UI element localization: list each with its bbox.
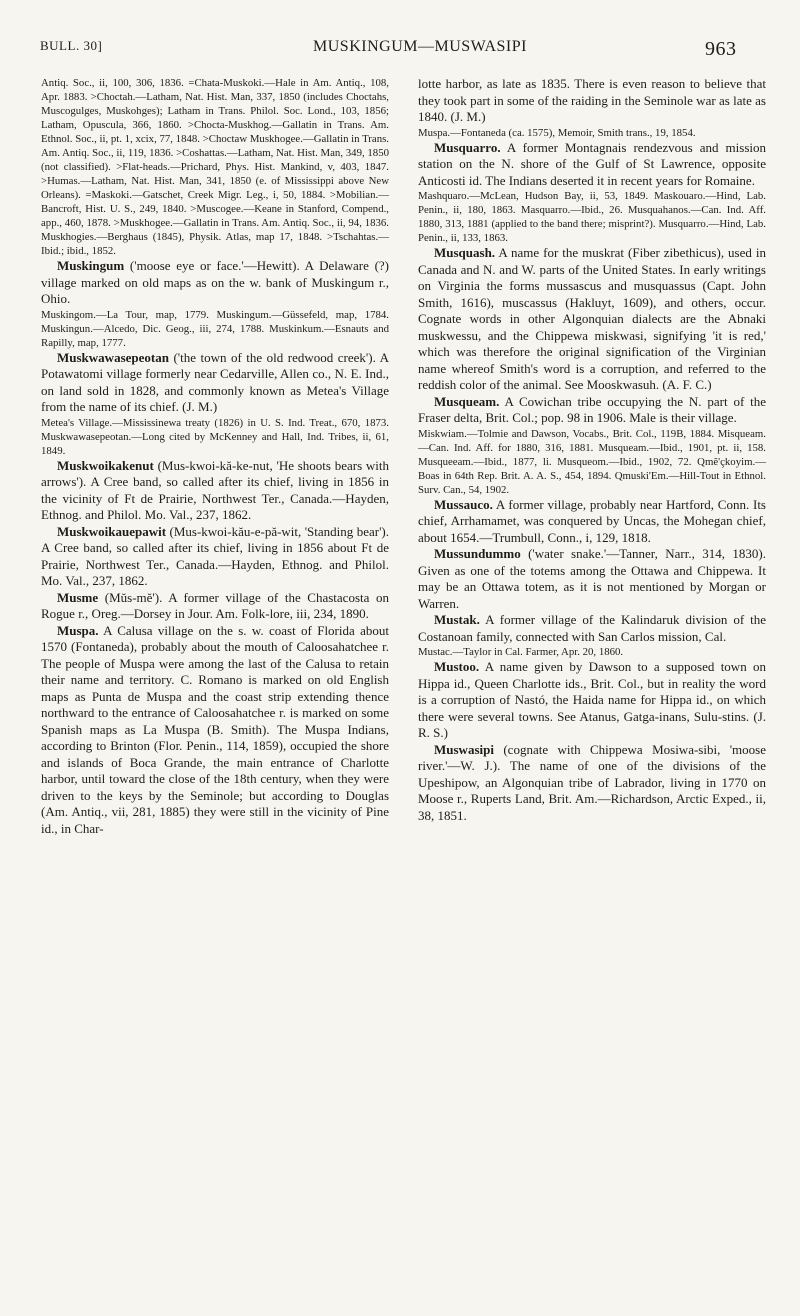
entry-definition: A former village of the Kalindaruk division of the Costanoan family, connected with San Carlos mission, Cal. xyxy=(418,612,766,644)
entry-headword: Musquarro. xyxy=(434,139,501,155)
dictionary-entry xyxy=(41,458,389,524)
dictionary-entry xyxy=(41,350,389,416)
entry-definition: A Cowichan tribe occupying the N. part of the Fraser delta, Brit. Col.; pop. 98 in 1906. Male is their village. xyxy=(418,393,766,425)
synonymy-citations: Muspa.—Fontaneda (ca. 1575), Memoir, Smith trans., 19, 1854. xyxy=(418,126,696,139)
entry-headword: Mustak. xyxy=(434,612,480,627)
entry-definition: ('the town of the old redwood creek'). A Potawatomi village formerly near Cedarville, Allen co., N. E. Ind., on land sold in 1828, and commonly known as Metea's Village from the name of its chief. (J. M.) xyxy=(41,349,389,414)
entry-definition: (Mus-kwoi-kă-ke-nut, 'He shoots bears with arrows'). A Cree band, so called after its chief, living in 1856 in the vicinity of Ft de Prairie, Northwest Ter., Canada.—Hayden, Ethnog. and Philol. Mo. Val., 237, 1862. xyxy=(41,457,389,522)
entry-headword: Muskwoikakenut xyxy=(57,457,154,473)
entry-definition: ('water snake.'—Tanner, Narr., 314, 1830). Given as one of the totems among the Ottawa and Chippewa. It may be an Ottawa totem, as it is not mentioned by Morgan or Warren. xyxy=(418,546,766,611)
bulletin-number: BULL. 30] xyxy=(40,38,103,53)
dictionary-entry xyxy=(418,659,766,742)
entry-headword: Mussundummo xyxy=(434,546,521,561)
entry-headword: Musme xyxy=(57,589,99,605)
entry-headword: Mustoo. xyxy=(434,659,480,674)
dictionary-entry xyxy=(418,497,766,547)
entry-headword: Muswasipi xyxy=(434,741,494,757)
entry-headword: Mussauco. xyxy=(434,496,493,512)
synonymy-citations: Mustac.—Taylor in Cal. Farmer, Apr. 20, 1860. xyxy=(418,646,624,658)
entry-headword: Muskingum xyxy=(57,258,125,273)
right-column xyxy=(418,76,766,824)
entry-definition: (Mŭs-mĕ'). A former village of the Chastacosta on Rogue r., Oreg.—Dorsey in Jour. Am. Folk-lore, iii, 234, 1890. xyxy=(41,589,389,621)
dictionary-entry xyxy=(418,546,766,612)
dictionary-entry xyxy=(418,394,766,427)
dictionary-entry xyxy=(418,612,766,645)
entry-definition: A former village, probably near Hartford, Conn. Its chief, Arrhamamet, was conquered by Uncas, the Mohegan chief, about 1654.—Trumbull, Conn., i, 129, 1818. xyxy=(418,496,766,545)
left-column xyxy=(41,76,389,837)
entry-definition: A former Montagnais rendezvous and mission station on the N. shore of the Gulf of St Lawrence, opposite Anticosti id. The Indians deserted it in recent years for Romaine. xyxy=(418,139,766,188)
synonymy-citations: Muskingom.—La Tour, map, 1779. Muskingum.—Güssefeld, map, 1784. Muskingun.—Alcedo, Dic. Geog., iii, 274, 1788. Muskinkum.—Esnauts and Rapilly, map, 1777. xyxy=(41,308,389,349)
entry-definition: A name given by Dawson to a supposed town on Hippa id., Queen Charlotte ids., Brit. Col., but in reality the word is a corruption of Nastó, the Haida name for Hippa id., on which there were several towns. See Atanus, Gatga-inans, Sulu-stins. (J. R. S.) xyxy=(418,659,766,740)
dictionary-entry xyxy=(41,258,389,308)
dictionary-entry xyxy=(418,742,766,825)
synonymy-citations: Miskwiam.—Tolmie and Dawson, Vocabs., Brit. Col., 119B, 1884. Misqueam.—Can. Ind. Aff. for 1880, 316, 1881. Musqueam.—Ibid., 1901, pt. ii, 158. Musqueeam.—Ibid., 1877, li. Musqueom.—Ibid., 1902, 72. Qmĕ'çkoyim.—Boas in 64th Rep. Brit. A. A. S., 454, 1894. Qmuski'Em.—Hill-Tout in Ethnol. Surv. Can., 54, 1902. xyxy=(418,427,766,496)
entry-headword: Muskwawasepeotan xyxy=(57,349,169,365)
entry-definition: (cognate with Chippewa Mosiwa-sibi, 'moose river.'—W. J.). The name of one of the divisions of the Upeshipow, an Algonquian tribe of Labrador, living in 1770 on Moose r., Ruperts Land, Brit. Am.—Richardson, Arctic Exped., ii, 38, 1851. xyxy=(418,741,766,823)
entry-headword: Musqueam. xyxy=(434,393,500,409)
running-head: MUSKINGUM—MUSWASIPI xyxy=(313,38,527,55)
page-number: 963 xyxy=(705,38,737,60)
entry-headword: Muskwoikauepawit xyxy=(57,523,167,539)
synonymy-citations: Metea's Village.—Mississinewa treaty (1826) in U. S. Ind. Treat., 670, 1873. Muskwawasepeotan.—Long cited by McKenney and Hall, Ind. Tribes, ii, 61, 1849. xyxy=(41,416,389,457)
synonymy-citations: Antiq. Soc., ii, 100, 306, 1836. =Chata-Muskoki.—Hale in Am. Antiq., 108, Apr. 1883. >Choctah.—Latham, Nat. Hist. Man, 337, 1850 (includes Choctahs, Muscogulges, Muskohges); Latham in Trans. Philol. Soc. Lond., 103, 1856; Latham, Opuscula, 366, 1860. >Chocta-Muskhog.—Gallatin in Trans. Am. Ethnol. Soc., ii, pt. 1, xcix, 77, 1848. >Choctaw Muskhogee.—Gallatin in Trans. Am. Antiq. Soc., ii, 119, 1836. >Coshattas.—Latham, Nat. Hist. Man, 349, 1850 (not classified). >Flat-heads.—Prichard, Phys. Hist. Mankind, v, 403, 1847. >Humas.—Latham, Nat. Hist. Man, 341, 1850 (e. of Mississippi above New Orleans). =Maskoki.—Gatschet, Creek Migr. Leg., i, 50, 1884. >Mobilian.—Bancroft, Hist. U. S., 249, 1840. >Muscogee.—Keane in Stanford, Compend., app., 460, 1878. >Muskhogee.—Gallatin in Trans. Am. Antiq. Soc., ii, 94, 1836. Muskhogies.—Berghaus (1845), Physik. Atlas, map 17, 1848. >Tschahtas.—Ibid.; ibid., 1852. xyxy=(41,77,389,257)
entry-definition: (Mus-kwoi-kău-e-pă-wit, 'Standing bear'). A Cree band, so called after its chief, living in 1856 about Ft de Prairie, Northwest Ter., Canada.—Hayden, Ethnog. and Philol. Mo. Val., 237, 1862. xyxy=(41,523,389,588)
entry-headword: Muspa. xyxy=(57,622,99,638)
dictionary-entry xyxy=(41,623,389,838)
synonymy-citations: Mashquaro.—McLean, Hudson Bay, ii, 53, 1849. Maskouaro.—Hind, Lab. Penin., ii, 180, 1863. Masquarro.—Ibid., 26. Musquahanos.—Can. Ind. Aff. 1880, 313, 1881 (applied to the band there; misprint?). Musquarro.—Hind, Lab. Penin., ii, 133, 1863. xyxy=(418,190,766,244)
entry-headword: Musquash. xyxy=(434,245,496,260)
dictionary-entry xyxy=(41,524,389,590)
entry-definition: A name for the muskrat (Fiber zibethicus), used in Canada and N. and W. parts of the United States. In early writings on Virginia the forms mussascus and musquassus (Capt. John Smith, 1616), muscassus (Hakluyt, 1609), and others, occur. Cognate words in other Algonquian dialects are the Abnaki muskwessu, and the Chippewa miskwasi, signifying 'it is red,' which was therefore the original signification of the Virginian name whereof Smith's word is a corruption, and referred to the reddish color of the animal. See Mooskwasuh. (A. F. C.) xyxy=(418,245,766,392)
entry-continuation: lotte harbor, as late as 1835. There is even reason to believe that they took part in some of the raiding in the Seminole war as late as 1840. (J. M.) xyxy=(418,76,766,124)
entry-definition: A Calusa village on the s. w. coast of Florida about 1570 (Fontaneda), probably about the mouth of Caloosahatchee r. The people of Muspa were among the last of the Calusa to retain their name and territory. C. Romano is marked on old English maps as Punta de Muspa and the coast strip extending thence northward to the entrance of Caloosahatchee r. is marked on some Spanish maps as La Muspa (B. Smith). The Muspa Indians, according to Brinton (Flor. Penin., 114, 1859), occupied the shore and islands of Boca Grande, the main entrance of Charlotte harbor, until toward the close of the 18th century, when they were driven to the keys by the Seminole; but according to Douglas (Am. Antiq., vii, 281, 1885) they were still in the vicinity of Pine id., in Char- xyxy=(41,622,389,836)
dictionary-entry xyxy=(418,245,766,394)
entry-definition: ('moose eye or face.'—Hewitt). A Delaware (?) village marked on old maps as on the w. bank of Muskingum r., Ohio. xyxy=(41,258,389,306)
dictionary-entry xyxy=(418,140,766,190)
dictionary-entry xyxy=(41,590,389,623)
